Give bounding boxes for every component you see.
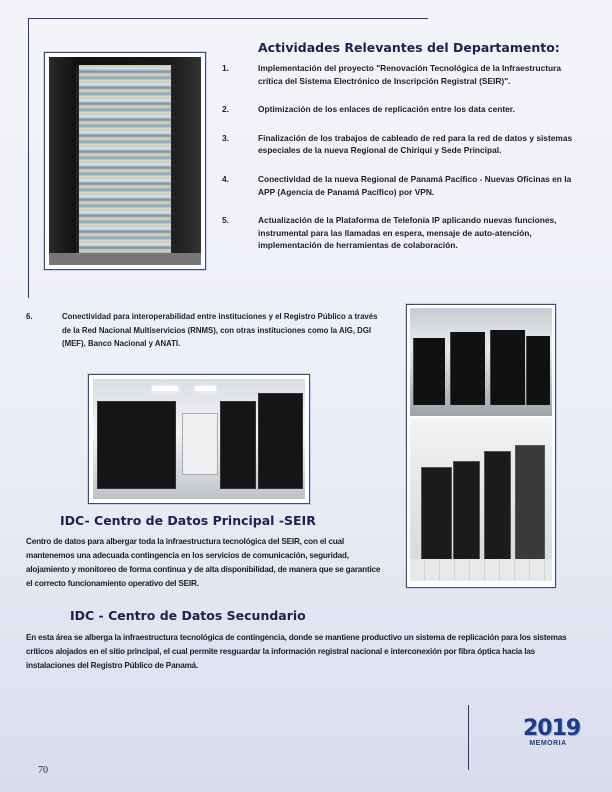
frame-left-line (28, 18, 29, 298)
list-item: 6. Conectividad para interoperabilidad entre instituciones y el Registro Público a través de la Red Nacional Multiservicios (RNMS), con otras instituciones como la AIG, DGI (MEF), Banco Nacional y ANATI. (26, 312, 378, 348)
list-item: 1. Implementación del proyecto "Renovación Tecnológica de la Infraestructura crítica del Sistema Electrónico de Inscripción Registral (SEIR)". (222, 63, 562, 86)
rack-photo (44, 52, 206, 270)
idc-principal-text: Centro de datos para albergar toda la infraestructura tecnológica del SEIR, con el cual mantenemos una adecuada contingencia en los servicios de comunicación, seguridad, alojamiento y monitoreo de forma continua y de alta disponibilidad, de manera que se garantice el correcto funcionamiento operativo del SEIR. (26, 537, 381, 588)
list-item: 2. Optimización de los enlaces de replicación entre los data center. (222, 104, 515, 115)
activities-list-continued (26, 310, 384, 351)
secondary-datacenter-photo (406, 304, 556, 588)
idc-secundario-title: IDC - Centro de Datos Secundario (70, 608, 306, 623)
frame-bottom-right-line (468, 705, 469, 770)
idc-principal-title: IDC- Centro de Datos Principal -SEIR (60, 513, 316, 528)
logo-year: 2019 (523, 716, 581, 741)
activities-title: Actividades Relevantes del Departamento: (258, 40, 560, 55)
frame-top-line (28, 18, 428, 19)
list-item: 3. Finalización de los trabajos de cableado de red para la red de datos y sistemas especiales de la nueva Regional de Chiriquí y Sede Principal. (222, 132, 573, 156)
list-item: 5. Actualización de la Plataforma de Telefonía IP aplicando nuevas funciones, instrumental para las llamadas en espera, mensaje de auto-atención, implementación de herramientas de colaboración. (222, 215, 557, 251)
idc-secundario-text: En esta área se alberga la infraestructura tecnológica de contingencia, donde se mantiene productivo un sistema de replicación para los sistemas críticos alojados en el sitio principal, el cual permite resguardar la información registral nacional e interconexión por fibra óptica hacia las instalaciones del Registro Público de Panamá. (26, 633, 567, 670)
logo-label: MEMORIA (529, 740, 567, 747)
list-item: 4. Conectividad de la nueva Regional de Panamá Pacífico - Nuevas Oficinas en la APP (Agencia de Panamá Pacífico) por VPN. (222, 173, 572, 197)
main-datacenter-photo (88, 374, 310, 504)
activities-list (222, 62, 584, 252)
memoria-2019-logo (523, 716, 581, 747)
page-number: 70 (38, 765, 48, 776)
